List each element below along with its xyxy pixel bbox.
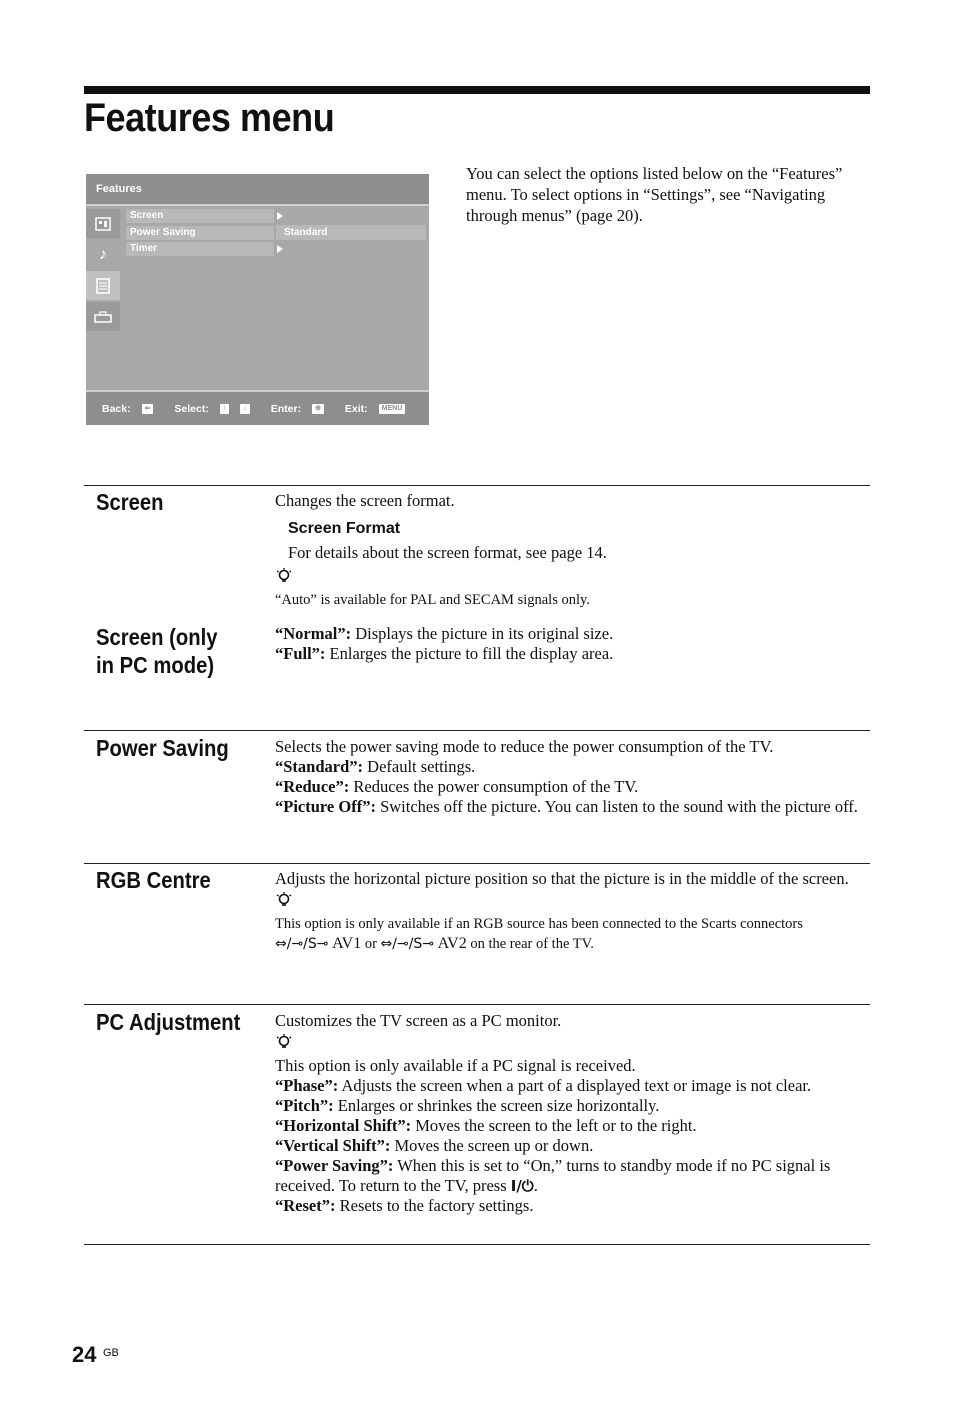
section-title-rgb-centre: RGB Centre	[96, 867, 211, 893]
tv-menu-item-timer[interactable]: Timer	[126, 242, 274, 256]
chevron-right-icon	[277, 212, 283, 220]
page-region: GB	[103, 1347, 119, 1359]
setup-icon[interactable]	[86, 302, 120, 331]
table-rule	[84, 1004, 870, 1005]
scart-connectors: ⇔/⊸/S⊸ AV1 or ⇔/⊸/S⊸ AV2 on the rear of the TV.	[275, 935, 594, 952]
table-rule	[84, 730, 870, 731]
table-rule	[84, 485, 870, 486]
tip-icon	[275, 567, 870, 590]
section-title-screen-pc: Screen (only in PC mode)	[96, 624, 218, 678]
tv-menu-icon-column	[86, 209, 120, 333]
tv-menu-header	[86, 174, 429, 204]
tv-menu-footer	[86, 392, 429, 425]
intro-text: You can select the options listed below on the “Features” menu. To select options in “Settings”, see “Navigating through menus” (page 20).	[466, 164, 843, 225]
power-icon: I/⏻	[510, 1177, 534, 1195]
page-number: 24	[72, 1342, 97, 1367]
tv-menu-list	[126, 209, 274, 259]
rgb-tip: This option is only available if an RGB source has been connected to the Scarts connectors	[275, 916, 803, 932]
up-arrow-icon: ↑	[220, 404, 230, 414]
enter-icon: ⊕	[312, 404, 324, 414]
section-desc-power-saving: Selects the power saving mode to reduce the power consumption of the TV. “Standard”: Default settings. “Reduce”: Reduces the power consumption of the TV. “Picture Off”: Switches off the picture. You can listen to the sound with the picture off.	[275, 737, 858, 816]
section-title-screen: Screen	[96, 489, 164, 515]
screen-format-heading: Screen Format	[288, 520, 401, 537]
page-title: Features menu	[84, 96, 335, 140]
tip-icon	[275, 1033, 870, 1056]
scart-icon: ⇔/⊸/S⊸	[275, 936, 329, 952]
tv-menu-item-power-saving[interactable]: Power Saving	[126, 226, 274, 240]
select-hint: Select: ↑ ↓	[174, 403, 258, 415]
title-rule	[84, 86, 870, 94]
features-icon[interactable]	[86, 271, 120, 300]
section-desc-screen-pc: “Normal”: Displays the picture in its original size. “Full”: Enlarges the picture to fill the display area.	[275, 624, 614, 663]
tv-menu-divider	[86, 204, 429, 206]
menu-key-icon: MENU	[379, 404, 406, 414]
section-title-power-saving: Power Saving	[96, 735, 229, 761]
tip-icon	[275, 891, 870, 914]
tv-menu-item-screen[interactable]: Screen	[126, 209, 274, 223]
scart-icon: ⇔/⊸/S⊸	[380, 936, 435, 952]
tv-menu-selected-value[interactable]: Standard	[276, 225, 426, 240]
tv-menu-header-label: Features	[96, 183, 142, 195]
tv-menu-screenshot	[86, 174, 429, 425]
picture-icon[interactable]	[86, 209, 120, 238]
exit-hint: Exit: MENU	[345, 403, 414, 415]
section-title-pc-adjustment: PC Adjustment	[96, 1009, 241, 1035]
section-desc-rgb-centre: Adjusts the horizontal picture position so that the picture is in the middle of the screen. This option is only available if an RGB source has been connected to the Scarts connectors ⇔/⊸/S⊸ AV1 or ⇔/⊸/S⊸ AV2 on the rear of the TV.	[275, 869, 870, 954]
screen-tip: “Auto” is available for PAL and SECAM signals only.	[275, 592, 590, 608]
back-arrow-icon: ⇐	[142, 404, 154, 414]
chevron-right-icon	[277, 245, 283, 253]
section-desc-screen: Changes the screen format. Screen Format For details about the screen format, see page 14. “Auto” is available for PAL and SECAM signals only.	[275, 491, 870, 610]
sound-icon[interactable]: ♪	[99, 245, 107, 263]
enter-hint: Enter: ⊕	[271, 403, 333, 415]
table-rule	[84, 1244, 870, 1245]
screen-format-desc: For details about the screen format, see page 14.	[288, 543, 607, 562]
down-arrow-icon: ↓	[240, 404, 250, 414]
section-desc-pc-adjustment: Customizes the TV screen as a PC monitor. This option is only available if a PC signal is received. “Phase”: Adjusts the screen when a part of a displayed text or image is not clear. “Pitch”: Enlarges or shrinkes the screen size horizontally. “Horizontal Shift”: Moves the screen to the left or to the right. “Vertical Shift”: Moves the screen up or down. “Power Saving”: When this is set to “On,” turns to standby mode if no PC signal is received. To return to the TV, press I/⏻. “Reset”: Resets to the factory settings.	[275, 1011, 870, 1216]
table-rule	[84, 863, 870, 864]
back-hint: Back: ⇐	[102, 403, 162, 415]
